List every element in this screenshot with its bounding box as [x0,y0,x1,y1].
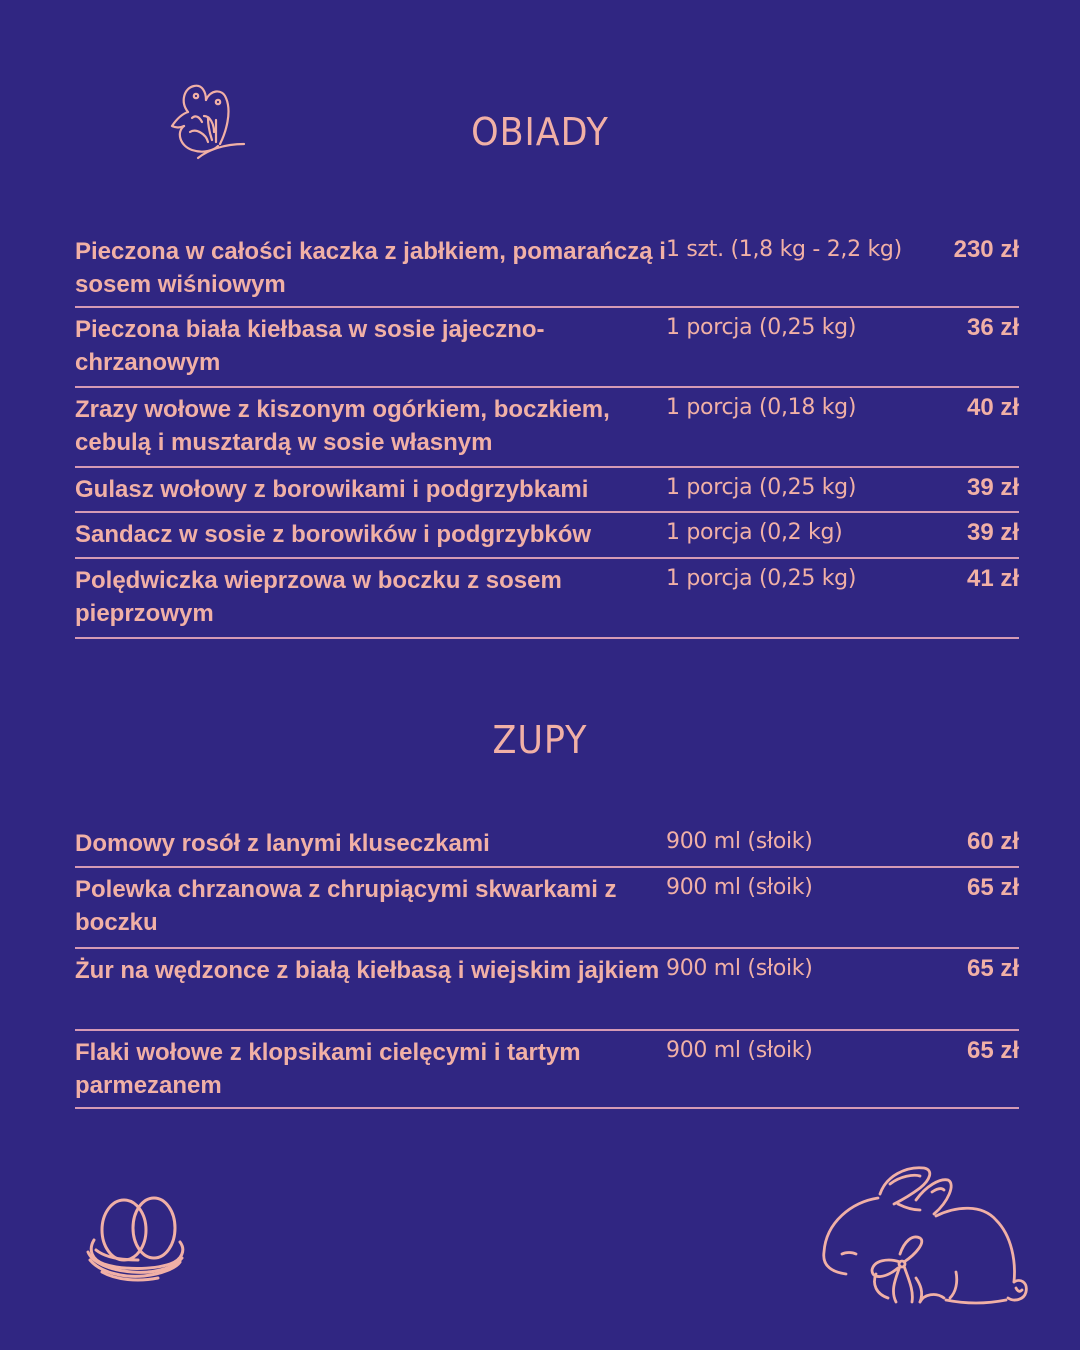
dish-name: Flaki wołowe z klopsikami cielęcymi i tartym parmezanem [75,1039,581,1099]
menu-table-zupy [75,822,1019,1109]
dish-price: 36 zł [966,314,1019,341]
dish-price: 65 zł [966,955,1019,982]
dish-quantity: 900 ml (słoik) [666,1038,813,1063]
menu-row [75,513,1019,559]
dish-quantity: 1 porcja (0,25 kg) [666,566,857,591]
dish-quantity: 1 porcja (0,25 kg) [666,315,857,340]
dish-price: 39 zł [966,474,1019,501]
dish-name: Pieczona w całości kaczka z jabłkiem, pomarańczą i sosem wiśniowym [75,238,666,298]
section-title-zupy: ZUPY [492,718,588,762]
dish-quantity: 900 ml (słoik) [666,956,813,981]
dish-price: 41 zł [966,565,1019,592]
menu-row [75,468,1019,513]
menu-row [75,868,1019,949]
dish-name: Zrazy wołowe z kiszonym ogórkiem, boczkiem, cebulą i musztardą w sosie własnym [75,396,610,456]
dish-name: Sandacz w sosie z borowików i podgrzybków [75,521,592,548]
dish-name: Polewka chrzanowa z chrupiącymi skwarkami z boczku [75,876,617,936]
eggs-in-nest-icon [82,1188,192,1288]
menu-row [75,230,1019,308]
dish-quantity: 1 porcja (0,2 kg) [666,520,843,545]
dish-price: 40 zł [966,394,1019,421]
menu-table-obiady [75,230,1019,639]
dish-price: 39 zł [966,519,1019,546]
bunny-with-bow-icon [816,1162,1030,1312]
dish-quantity: 1 porcja (0,18 kg) [666,395,857,420]
dish-quantity: 900 ml (słoik) [666,829,813,854]
dish-name: Pieczona biała kiełbasa w sosie jajeczno-chrzanowym [75,316,545,376]
menu-row [75,822,1019,868]
menu-row [75,388,1019,468]
section-title-obiady: OBIADY [471,110,609,154]
dish-price: 65 zł [966,874,1019,901]
dish-name: Domowy rosół z lanymi kluseczkami [75,830,490,857]
dish-name: Żur na wędzonce z białą kiełbasą i wiejskim jajkiem [75,957,660,984]
menu-row [75,949,1019,1031]
menu-row [75,1031,1019,1109]
menu-row [75,559,1019,639]
dish-quantity: 900 ml (słoik) [666,875,813,900]
dish-quantity: 1 porcja (0,25 kg) [666,475,857,500]
dish-quantity: 1 szt. (1,8 kg - 2,2 kg) [666,237,902,262]
menu-row [75,308,1019,388]
dish-name: Polędwiczka wieprzowa w boczku z sosem pieprzowym [75,567,562,627]
dish-price: 65 zł [966,1037,1019,1064]
dish-name: Gulasz wołowy z borowikami i podgrzybkami [75,476,589,503]
dish-price: 230 zł [953,236,1019,263]
dish-price: 60 zł [966,828,1019,855]
